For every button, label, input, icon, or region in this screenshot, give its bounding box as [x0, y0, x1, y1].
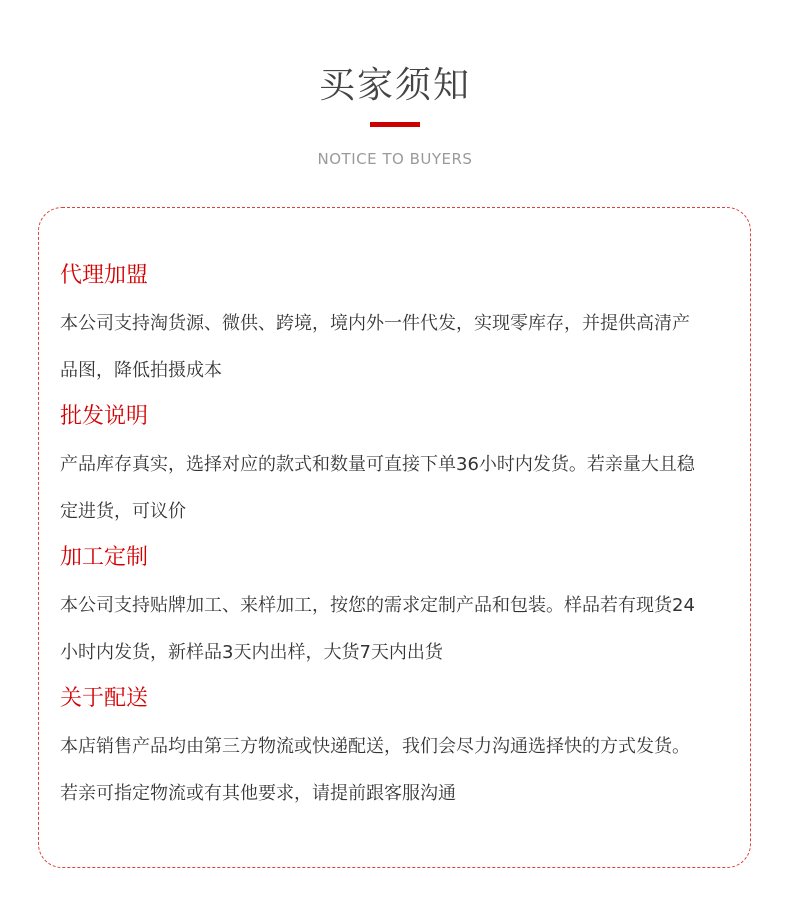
section-text-line: 品图，降低拍摄成本 [60, 360, 222, 381]
section-body [60, 441, 730, 535]
page-subtitle: NOTICE TO BUYERS [317, 150, 473, 168]
section-agency [60, 260, 730, 394]
section-text-line: 产品库存真实，选择对应的款式和数量可直接下单36小时内发货。若亲量大且稳 [60, 454, 695, 475]
section-wholesale [60, 401, 730, 535]
title-underline [370, 122, 420, 127]
section-body [60, 582, 730, 676]
section-heading: 代理加盟 [60, 263, 149, 288]
section-delivery [60, 683, 730, 817]
section-heading: 加工定制 [60, 545, 149, 570]
section-text-line: 本店销售产品均由第三方物流或快递配送，我们会尽力沟通选择快的方式发货。 [60, 736, 690, 757]
section-text-line: 本公司支持贴牌加工、来样加工，按您的需求定制产品和包装。样品若有现货24 [60, 595, 695, 616]
section-body [60, 723, 730, 817]
page-title: 买家须知 [318, 65, 471, 106]
section-heading: 关于配送 [60, 686, 149, 711]
section-text-line: 若亲可指定物流或有其他要求，请提前跟客服沟通 [60, 783, 456, 804]
section-text-line: 本公司支持淘货源、微供、跨境，境内外一件代发，实现零库存，并提供高清产 [60, 313, 690, 334]
section-body [60, 300, 730, 394]
section-customization [60, 542, 730, 676]
section-text-line: 小时内发货，新样品3天内出样，大货7天内出货 [60, 642, 443, 663]
section-heading: 批发说明 [60, 404, 149, 429]
section-text-line: 定进货，可议价 [60, 501, 186, 522]
